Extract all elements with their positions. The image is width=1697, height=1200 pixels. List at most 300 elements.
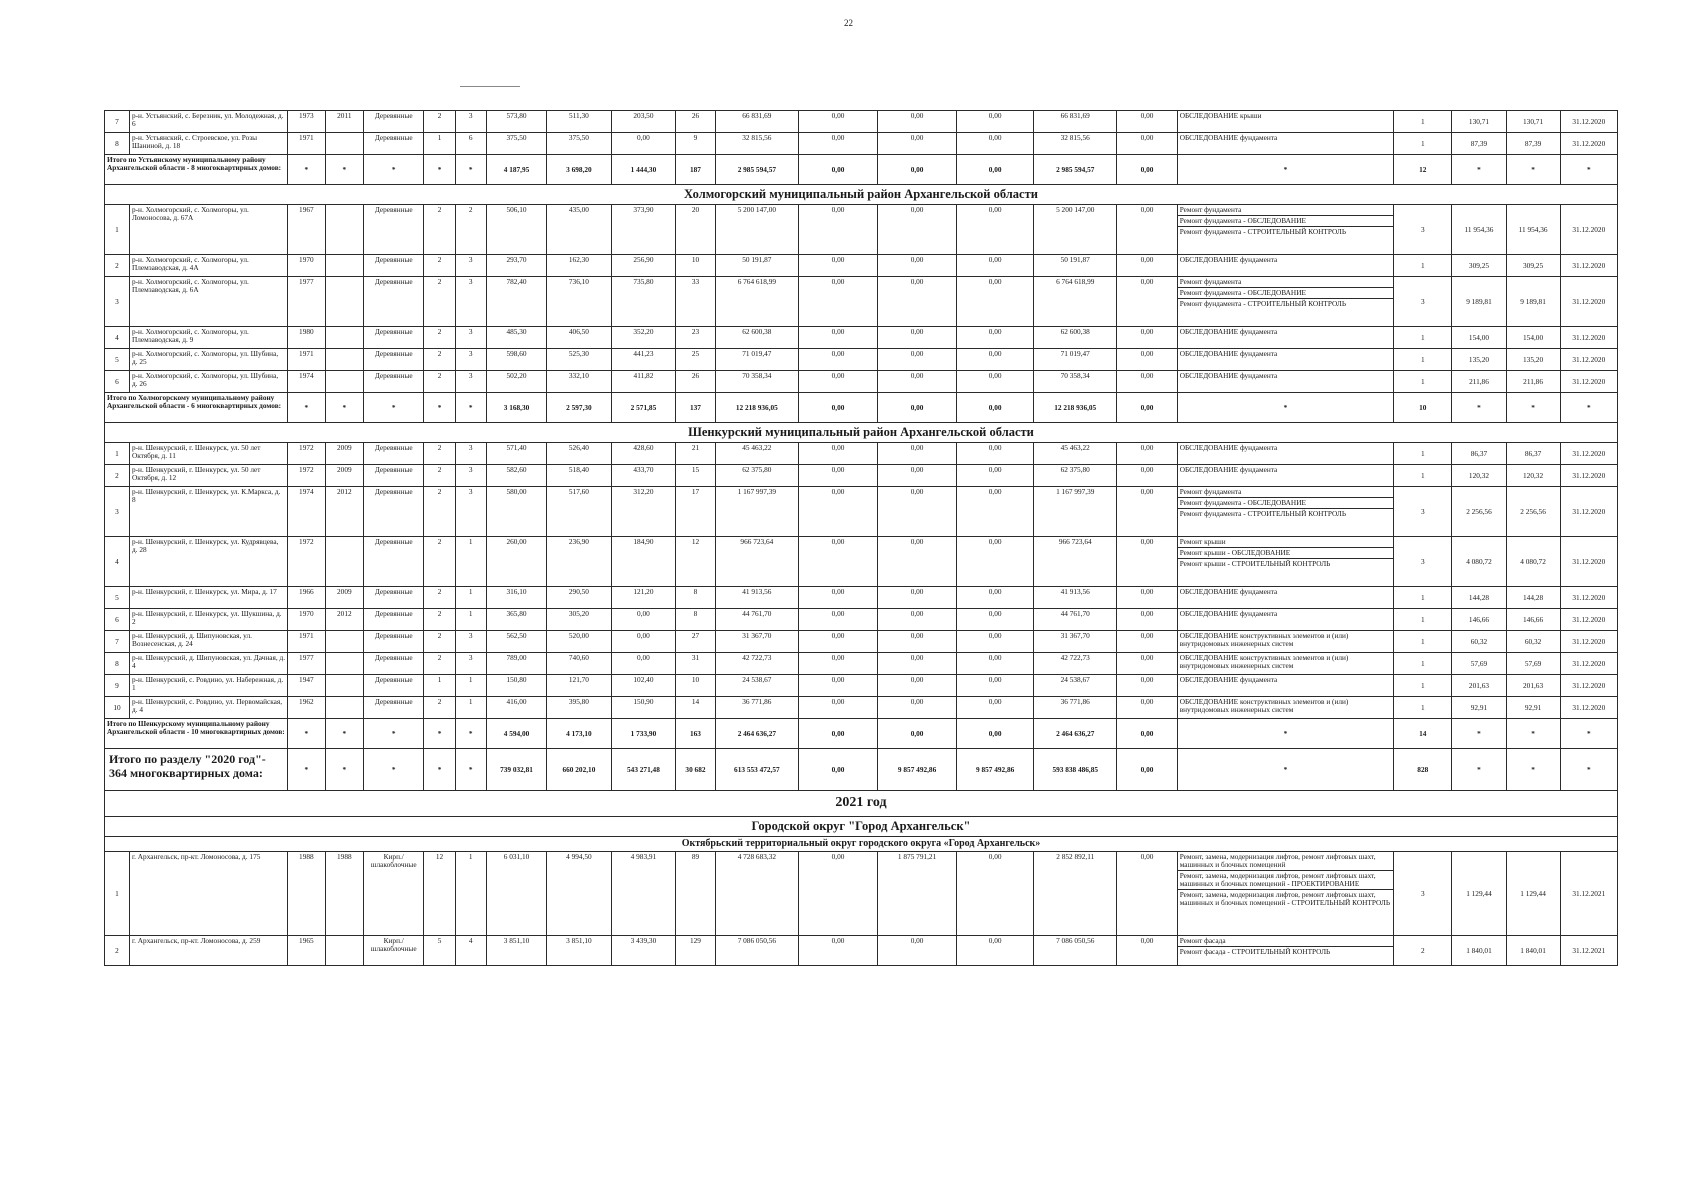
fund-federal-cell: 0,00 [798,587,877,609]
unit-price-cell: 146,66 [1452,609,1506,631]
year-heading-row [105,791,1618,817]
fund-federal-cell: 0,00 [798,852,877,936]
entrances-cell: 1 [455,697,486,719]
residents-cell: 9 [676,133,716,155]
fund-other-total-cell: 0,00 [1117,719,1177,749]
area-premises-cell: 517,60 [547,487,612,537]
table-row [105,205,1618,255]
unit-price-cell: 60,32 [1452,631,1506,653]
max-price-cell: 1 840,01 [1506,936,1560,966]
total-cost-cell: 966 723,64 [715,537,798,587]
works-count-cell: 1 [1394,133,1452,155]
fund-other-total-cell: 0,00 [1117,393,1177,423]
completion-date-cell: 31.12.2020 [1560,371,1617,393]
work-item: Ремонт фундамента [1179,277,1242,286]
row-number-cell: 2 [105,255,130,277]
unit-price-cell: 144,28 [1452,587,1506,609]
fund-regional-total-cell: 0,00 [878,393,957,423]
area-total-cell: 150,80 [486,675,546,697]
works-count-cell: 1 [1394,609,1452,631]
fund-local-cell: 0,00 [957,609,1034,631]
placeholder-cell: * [288,155,325,185]
table-row [105,465,1618,487]
area-residential-cell: 121,20 [611,587,676,609]
fund-federal-cell: 0,00 [798,631,877,653]
wall-material-cell: Деревянные [364,371,424,393]
floors-cell: 2 [424,697,455,719]
residents-cell: 21 [676,443,716,465]
address-cell: р-н. Устьянский, с. Строевское, ул. Розы Шаниной, д. 18 [129,133,287,155]
works-count-cell: 1 [1394,465,1452,487]
floors-cell: 2 [424,587,455,609]
fund-federal-cell: 0,00 [798,371,877,393]
placeholder-cell: * [288,719,325,749]
works-count-cell: 1 [1394,697,1452,719]
total-label-cell: Итого по Устьянскому муниципальному району Архангельской области - 8 многоквартирных домов: [105,155,288,185]
fund-federal-cell: 0,00 [798,609,877,631]
area-premises-cell: 518,40 [547,465,612,487]
table-row [105,609,1618,631]
placeholder-cell: * [1506,155,1560,185]
work-item: ОБСЛЕДОВАНИЕ фундамента [1179,443,1278,452]
residents-cell: 33 [676,277,716,327]
area-total-total-cell: 739 032,81 [486,749,546,791]
residents-cell: 8 [676,609,716,631]
works-count-cell: 1 [1394,443,1452,465]
works-cell [1177,697,1393,719]
year-built-cell: 1977 [288,277,325,327]
row-number-cell: 5 [105,587,130,609]
fund-owners-cell: 62 375,80 [1034,465,1117,487]
residents-total-cell: 163 [676,719,716,749]
area-residential-cell: 0,00 [611,653,676,675]
row-number-cell: 2 [105,936,130,966]
area-premises-cell: 4 994,50 [547,852,612,936]
area-residential-cell: 312,20 [611,487,676,537]
fund-owners-cell: 2 852 892,11 [1034,852,1117,936]
year-overhaul-cell [325,277,364,327]
year-built-cell: 1974 [288,371,325,393]
fund-local-cell: 0,00 [957,487,1034,537]
fund-owners-total-cell: 12 218 936,05 [1034,393,1117,423]
works-count-cell: 3 [1394,852,1452,936]
table-row [105,631,1618,653]
section-heading-row [105,817,1618,837]
fund-federal-total-cell: 0,00 [798,393,877,423]
fund-federal-cell: 0,00 [798,255,877,277]
capital-repair-table [104,110,1618,966]
work-item: ОБСЛЕДОВАНИЕ фундамента [1179,465,1278,474]
area-total-cell: 260,00 [486,537,546,587]
row-number-cell: 4 [105,537,130,587]
district-total-row [105,155,1618,185]
works-cell [1177,443,1393,465]
address-cell: р-н. Шенкурский, г. Шенкурск, ул. К.Маркса, д. 8 [129,487,287,537]
fund-local-cell: 0,00 [957,327,1034,349]
fund-other-cell: 0,00 [1117,852,1177,936]
fund-regional-cell: 0,00 [878,111,957,133]
work-item: ОБСЛЕДОВАНИЕ конструктивных элементов и (или) внутридомовых инженерных систем [1179,653,1349,670]
fund-regional-cell: 0,00 [878,465,957,487]
table-row [105,587,1618,609]
residents-cell: 15 [676,465,716,487]
year-overhaul-cell [325,327,364,349]
fund-owners-cell: 62 600,38 [1034,327,1117,349]
fund-federal-cell: 0,00 [798,465,877,487]
fund-federal-cell: 0,00 [798,936,877,966]
row-number-cell: 8 [105,653,130,675]
address-cell: р-н. Холмогорский, с. Холмогоры, ул. Племзаводская, д. 4А [129,255,287,277]
wall-material-cell: Деревянные [364,205,424,255]
area-total-cell: 580,00 [486,487,546,537]
fund-owners-cell: 5 200 147,00 [1034,205,1117,255]
area-premises-total-cell: 660 202,10 [547,749,612,791]
table-row [105,443,1618,465]
area-total-cell: 598,60 [486,349,546,371]
fund-owners-cell: 41 913,56 [1034,587,1117,609]
area-premises-cell: 3 851,10 [547,936,612,966]
residents-cell: 129 [676,936,716,966]
work-item: ОБСЛЕДОВАНИЕ фундамента [1179,587,1278,596]
area-total-total-cell: 4 594,00 [486,719,546,749]
year-overhaul-cell [325,936,364,966]
fund-owners-total-cell: 2 464 636,27 [1034,719,1117,749]
fund-owners-cell: 24 538,67 [1034,675,1117,697]
works-count-cell: 2 [1394,936,1452,966]
area-premises-cell: 395,80 [547,697,612,719]
area-residential-cell: 735,80 [611,277,676,327]
placeholder-cell: * [1560,393,1617,423]
unit-price-cell: 130,71 [1452,111,1506,133]
year-heading: 2021 год [105,791,1618,817]
fund-local-cell: 0,00 [957,255,1034,277]
total-cost-total-cell: 613 553 472,57 [715,749,798,791]
row-number-cell: 1 [105,205,130,255]
section-heading: Шенкурский муниципальный район Архангельской области [105,423,1618,443]
year-overhaul-cell [325,133,364,155]
fund-federal-total-cell: 0,00 [798,749,877,791]
fund-regional-cell: 1 875 791,21 [878,852,957,936]
completion-date-cell: 31.12.2020 [1560,697,1617,719]
max-price-cell: 309,25 [1506,255,1560,277]
area-residential-cell: 102,40 [611,675,676,697]
fund-other-cell: 0,00 [1117,443,1177,465]
max-price-cell: 130,71 [1506,111,1560,133]
placeholder-cell: * [455,719,486,749]
total-cost-cell: 70 358,34 [715,371,798,393]
fund-regional-total-cell: 0,00 [878,155,957,185]
table-row [105,111,1618,133]
placeholder-cell: * [1560,155,1617,185]
year-overhaul-cell [325,349,364,371]
placeholder-cell: * [1177,393,1393,423]
work-item: ОБСЛЕДОВАНИЕ конструктивных элементов и (или) внутридомовых инженерных систем [1179,697,1349,714]
wall-material-cell: Деревянные [364,697,424,719]
works-count-cell: 1 [1394,327,1452,349]
works-cell [1177,487,1393,537]
row-number-cell: 1 [105,852,130,936]
works-count-cell: 3 [1394,277,1452,327]
address-cell: г. Архангельск, пр-кт. Ломоносова, д. 259 [129,936,287,966]
area-residential-cell: 4 983,91 [611,852,676,936]
works-cell [1177,327,1393,349]
entrances-cell: 3 [455,487,486,537]
entrances-cell: 6 [455,133,486,155]
placeholder-cell: * [1560,719,1617,749]
area-residential-cell: 203,50 [611,111,676,133]
area-residential-cell: 428,60 [611,443,676,465]
address-cell: р-н. Холмогорский, с. Холмогоры, ул. Шубина, д. 26 [129,371,287,393]
subsection-heading-row [105,837,1618,852]
fund-local-cell: 0,00 [957,697,1034,719]
works-count-cell: 1 [1394,111,1452,133]
total-cost-cell: 66 831,69 [715,111,798,133]
area-total-cell: 571,40 [486,443,546,465]
fund-other-cell: 0,00 [1117,587,1177,609]
works-cell [1177,111,1393,133]
table-row [105,255,1618,277]
work-item: ОБСЛЕДОВАНИЕ фундамента [1179,255,1278,264]
floors-cell: 2 [424,371,455,393]
area-total-total-cell: 4 187,95 [486,155,546,185]
unit-price-cell: 87,39 [1452,133,1506,155]
works-cell [1177,675,1393,697]
max-price-cell: 211,86 [1506,371,1560,393]
area-premises-total-cell: 3 698,20 [547,155,612,185]
entrances-cell: 1 [455,609,486,631]
area-residential-cell: 0,00 [611,609,676,631]
placeholder-cell: * [325,719,364,749]
fund-regional-cell: 0,00 [878,327,957,349]
fund-regional-cell: 0,00 [878,653,957,675]
area-residential-total-cell: 1 733,90 [611,719,676,749]
area-premises-cell: 162,30 [547,255,612,277]
max-price-cell: 1 129,44 [1506,852,1560,936]
floors-cell: 2 [424,537,455,587]
year-overhaul-cell: 2009 [325,587,364,609]
residents-cell: 12 [676,537,716,587]
entrances-cell: 1 [455,852,486,936]
max-price-cell: 60,32 [1506,631,1560,653]
scan-fragment-line [460,86,520,87]
year-built-cell: 1980 [288,327,325,349]
floors-cell: 2 [424,465,455,487]
year-overhaul-cell [325,371,364,393]
year-built-cell: 1967 [288,205,325,255]
works-count-total-cell: 828 [1394,749,1452,791]
fund-regional-cell: 0,00 [878,587,957,609]
area-total-cell: 365,80 [486,609,546,631]
area-total-cell: 582,60 [486,465,546,487]
table-row [105,349,1618,371]
work-item: Ремонт, замена, модернизация лифтов, ремонт лифтовых шахт, машинных и блочных помещений - СТРОИТЕЛЬНЫЙ КОНТРОЛЬ [1178,889,1393,908]
placeholder-cell: * [1506,749,1560,791]
placeholder-cell: * [1506,719,1560,749]
address-cell: р-н. Холмогорский, с. Холмогоры, ул. Племзаводская, д. 6А [129,277,287,327]
fund-regional-cell: 0,00 [878,936,957,966]
completion-date-cell: 31.12.2020 [1560,133,1617,155]
year-overhaul-cell [325,675,364,697]
completion-date-cell: 31.12.2020 [1560,443,1617,465]
section-heading-row [105,185,1618,205]
floors-cell: 2 [424,487,455,537]
fund-regional-total-cell: 0,00 [878,719,957,749]
address-cell: р-н. Шенкурский, д. Шипуновская, ул. Вознесенская, д. 24 [129,631,287,653]
section-heading-row [105,423,1618,443]
area-residential-cell: 3 439,30 [611,936,676,966]
area-total-cell: 573,80 [486,111,546,133]
address-cell: р-н. Шенкурский, с. Ровдино, ул. Первомайская, д. 4 [129,697,287,719]
address-cell: р-н. Шенкурский, г. Шенкурск, ул. 50 лет Октября, д. 12 [129,465,287,487]
entrances-cell: 1 [455,587,486,609]
area-premises-cell: 435,00 [547,205,612,255]
max-price-cell: 87,39 [1506,133,1560,155]
fund-owners-cell: 45 463,22 [1034,443,1117,465]
fund-owners-cell: 44 761,70 [1034,609,1117,631]
area-residential-total-cell: 543 271,48 [611,749,676,791]
unit-price-cell: 309,25 [1452,255,1506,277]
table-row [105,697,1618,719]
address-cell: р-н. Шенкурский, г. Шенкурск, ул. Шукшина, д. 2 [129,609,287,631]
fund-local-cell: 0,00 [957,936,1034,966]
work-item: Ремонт фундамента - СТРОИТЕЛЬНЫЙ КОНТРОЛЬ [1178,226,1393,237]
fund-owners-cell: 50 191,87 [1034,255,1117,277]
year-built-cell: 1962 [288,697,325,719]
fund-federal-cell: 0,00 [798,697,877,719]
area-premises-total-cell: 2 597,30 [547,393,612,423]
row-number-cell: 10 [105,697,130,719]
area-residential-cell: 256,90 [611,255,676,277]
area-residential-total-cell: 1 444,30 [611,155,676,185]
completion-date-cell: 31.12.2020 [1560,205,1617,255]
wall-material-cell: Деревянные [364,487,424,537]
completion-date-cell: 31.12.2020 [1560,631,1617,653]
fund-other-cell: 0,00 [1117,277,1177,327]
row-number-cell: 6 [105,609,130,631]
residents-cell: 10 [676,675,716,697]
fund-owners-total-cell: 593 838 486,85 [1034,749,1117,791]
area-residential-cell: 433,70 [611,465,676,487]
residents-total-cell: 187 [676,155,716,185]
unit-price-cell: 201,63 [1452,675,1506,697]
entrances-cell: 3 [455,631,486,653]
total-cost-cell: 41 913,56 [715,587,798,609]
wall-material-cell: Деревянные [364,255,424,277]
area-premises-cell: 406,50 [547,327,612,349]
works-cell [1177,277,1393,327]
work-item: Ремонт, замена, модернизация лифтов, ремонт лифтовых шахт, машинных и блочных помещений - ПРОЕКТИРОВАНИЕ [1178,870,1393,889]
address-cell: р-н. Шенкурский, г. Шенкурск, ул. Кудрявцева, д. 28 [129,537,287,587]
completion-date-cell: 31.12.2021 [1560,852,1617,936]
area-premises-cell: 305,20 [547,609,612,631]
total-cost-cell: 42 722,73 [715,653,798,675]
residents-cell: 26 [676,371,716,393]
fund-federal-cell: 0,00 [798,443,877,465]
fund-local-cell: 0,00 [957,675,1034,697]
placeholder-cell: * [325,155,364,185]
fund-other-cell: 0,00 [1117,371,1177,393]
section-heading: Холмогорский муниципальный район Архангельской области [105,185,1618,205]
fund-local-cell: 0,00 [957,205,1034,255]
total-cost-cell: 50 191,87 [715,255,798,277]
wall-material-cell: Деревянные [364,675,424,697]
total-cost-cell: 5 200 147,00 [715,205,798,255]
works-count-cell: 1 [1394,675,1452,697]
max-price-cell: 11 954,36 [1506,205,1560,255]
work-item: Ремонт фундамента - ОБСЛЕДОВАНИЕ [1178,497,1393,508]
year-built-cell: 1988 [288,852,325,936]
fund-local-cell: 0,00 [957,277,1034,327]
row-number-cell: 4 [105,327,130,349]
completion-date-cell: 31.12.2020 [1560,277,1617,327]
fund-regional-cell: 0,00 [878,631,957,653]
works-count-cell: 1 [1394,587,1452,609]
completion-date-cell: 31.12.2020 [1560,327,1617,349]
fund-local-total-cell: 9 857 492,86 [957,749,1034,791]
fund-local-cell: 0,00 [957,111,1034,133]
work-item: Ремонт фундамента - СТРОИТЕЛЬНЫЙ КОНТРОЛЬ [1178,508,1393,519]
area-total-cell: 485,30 [486,327,546,349]
total-cost-cell: 45 463,22 [715,443,798,465]
fund-regional-cell: 0,00 [878,675,957,697]
wall-material-cell: Деревянные [364,277,424,327]
fund-regional-cell: 0,00 [878,487,957,537]
area-total-cell: 789,00 [486,653,546,675]
address-cell: г. Архангельск, пр-кт. Ломоносова, д. 175 [129,852,287,936]
residents-total-cell: 137 [676,393,716,423]
fund-other-cell: 0,00 [1117,465,1177,487]
placeholder-cell: * [424,719,455,749]
works-cell [1177,255,1393,277]
fund-regional-cell: 0,00 [878,349,957,371]
table-row [105,133,1618,155]
placeholder-cell: * [364,393,424,423]
entrances-cell: 3 [455,465,486,487]
year-overhaul-cell [325,205,364,255]
max-price-cell: 146,66 [1506,609,1560,631]
fund-regional-cell: 0,00 [878,205,957,255]
residents-cell: 8 [676,587,716,609]
placeholder-cell: * [1452,719,1506,749]
total-cost-cell: 32 815,56 [715,133,798,155]
work-item: ОБСЛЕДОВАНИЕ конструктивных элементов и (или) внутридомовых инженерных систем [1179,631,1349,648]
fund-federal-cell: 0,00 [798,111,877,133]
works-cell [1177,631,1393,653]
row-number-cell: 2 [105,465,130,487]
work-item: ОБСЛЕДОВАНИЕ фундамента [1179,327,1278,336]
wall-material-cell: Деревянные [364,631,424,653]
year-overhaul-cell: 2009 [325,465,364,487]
fund-federal-cell: 0,00 [798,675,877,697]
address-cell: р-н. Холмогорский, с. Холмогоры, ул. Шубина, д. 25 [129,349,287,371]
fund-local-cell: 0,00 [957,631,1034,653]
entrances-cell: 1 [455,675,486,697]
max-price-cell: 57,69 [1506,653,1560,675]
fund-owners-cell: 966 723,64 [1034,537,1117,587]
floors-cell: 2 [424,255,455,277]
fund-other-cell: 0,00 [1117,111,1177,133]
fund-other-cell: 0,00 [1117,675,1177,697]
residents-cell: 10 [676,255,716,277]
fund-other-cell: 0,00 [1117,327,1177,349]
fund-local-total-cell: 0,00 [957,155,1034,185]
address-cell: р-н. Шенкурский, с. Ровдино, ул. Набережная, д. 1 [129,675,287,697]
fund-regional-cell: 0,00 [878,277,957,327]
total-cost-cell: 71 019,47 [715,349,798,371]
completion-date-cell: 31.12.2020 [1560,349,1617,371]
year-overhaul-cell: 1988 [325,852,364,936]
max-price-cell: 144,28 [1506,587,1560,609]
